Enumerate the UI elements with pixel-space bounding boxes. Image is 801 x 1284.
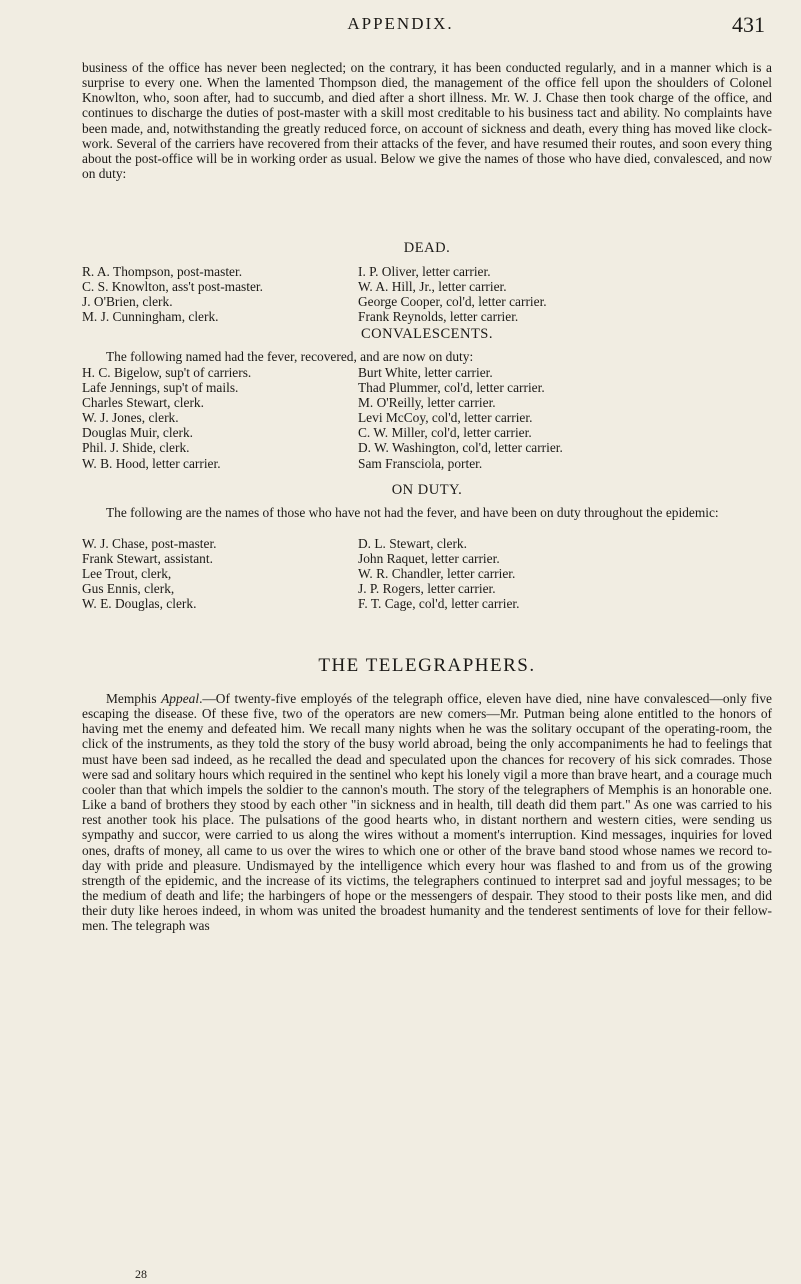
intro-paragraph: business of the office has never been neglected; on the contrary, it has been conducted regularly, and in a manner which is a surprise to every one. When the lamented Thompson died, the management of the office fell upon the shoulders of Colonel Knowlton, who, soon after, had to succumb, and died after a short illness. Mr. W. J. Chase then took charge of the office, and continues to discharge the duties of post-master with a skill most creditable to his business tact and ability. No complaints have been made, and, notwithstanding the greatly reduced force, on account of sickness and death, every thing has moved like clock-work. Several of the carriers have recovered from their attacks of the fever, and have resumed their routes, and soon every thing about the post-office will be in working order as usual. Below we give the names of those who have died, convalesced, and now on duty: [82,60,772,182]
list-item: Frank Stewart, assistant. [82,551,213,567]
on-duty-intro: The following are the names of those who have not had the fever, and have been on duty throughout the epidemic: [106,505,719,520]
on-duty-right-column [358,536,772,611]
list-item: W. J. Chase, post-master. [82,536,217,551]
dead-heading: DEAD. [403,240,451,256]
list-item: John Raquet, letter carrier. [358,551,500,567]
list-item: Frank Reynolds, letter carrier. [358,309,519,325]
convalescents-heading: CONVALESCENTS. [360,326,493,342]
list-item: F. T. Cage, col'd, letter carrier. [358,596,520,612]
list-item: W. B. Hood, letter carrier. [82,455,221,471]
page-number: 431 [732,12,765,37]
dead-list [82,264,772,324]
list-item: C. S. Knowlton, ass't post-master. [82,279,263,295]
list-item: W. A. Hill, Jr., letter carrier. [358,279,507,295]
convalescents-list [82,365,772,471]
convalescents-intro-block [82,349,772,364]
list-item: Gus Ennis, clerk, [82,581,175,597]
list-item: Thad Plummer, col'd, letter carrier. [358,380,545,396]
signature-mark: 28 [135,1267,147,1281]
on-duty-list [82,536,772,611]
telegraphers-heading: THE TELEGRAPHERS. [318,655,536,676]
running-title: APPENDIX. [347,14,454,33]
telegraphers-block [82,691,772,934]
list-item: J. O'Brien, clerk. [82,294,173,310]
list-item: C. W. Miller, col'd, letter carrier. [358,425,532,441]
on-duty-intro-block [82,505,772,520]
list-item: Douglas Muir, clerk. [82,425,194,441]
list-item: W. R. Chandler, letter carrier. [358,566,516,582]
convalescents-left-column [82,365,358,471]
list-item: Lee Trout, clerk, [82,566,172,582]
list-item: R. A. Thompson, post-master. [82,264,243,279]
source-name: Appeal [161,691,200,706]
on-duty-heading: ON DUTY. [391,482,463,498]
convalescents-right-column [358,365,772,471]
list-item: M. J. Cunningham, clerk. [82,309,219,325]
intro-paragraph-block [82,60,772,181]
list-item: I. P. Oliver, letter carrier. [358,264,491,279]
running-header [0,12,801,42]
dead-left-column [82,264,358,324]
convalescents-intro: The following named had the fever, recovered, and are now on duty: [106,349,474,364]
list-item: M. O'Reilly, letter carrier. [358,395,496,411]
list-item: D. W. Washington, col'd, letter carrier. [358,440,563,456]
list-item: Phil. J. Shide, clerk. [82,440,190,456]
telegraphers-body: .—Of twenty-five employés of the telegraph office, eleven have died, nine have convalesced—only five escaping the disease. Of these five, two of the operators are new comers—Mr. Putman being alone entitled to the honors of having met the enemy and defeated him. We recall many nights when he was the solitary occupant of the operating-room, the click of the instruments, as they told the story of the busy world abroad, being the only accompaniments he had to feelings that must have been sad indeed, as he recalled the dead and speculated upon the chances for recovery of his sick comrades. Those were sad and solitary hours which required in the sentinel who kept his lonely vigil a more than brave heart, and a courage much cooler than that which impels the soldier to the cannon's mouth. The story of the telegraphers of Memphis is an honorable one. Like a band of brothers they stood by each other "in sickness and in health, till death did them part." As one was carried to his rest another took his place. The pulsations of the good hearts who, in distant northern and western cities, were sending us sympathy and succor, were carried to us along the wires without a moment's interruption. Kind messages, inquiries for loved ones, drafts of money, all came to us over the wires to which one or other of the brave band stood whose names we record to-day with pride and pleasure. Undismayed by the intelligence which every hour was flashed to and from us of the growing strength of the epidemic, and the increase of its victims, the telegraphers continued to interpret sad and joyful messages; to be the medium of death and life; the harbingers of hope or the messengers of despair. They stood to their posts like men, and did their duty like heroes indeed, in whom was united the broadest humanity and the tenderest sentiments of love for their fellow-men. The telegraph was [82,691,772,934]
list-item: Lafe Jennings, sup't of mails. [82,380,239,396]
list-item: Sam Fransciola, porter. [358,455,483,471]
list-item: Charles Stewart, clerk. [82,395,204,411]
dead-right-column [358,264,772,324]
list-item: Burt White, letter carrier. [358,365,493,380]
list-item: D. L. Stewart, clerk. [358,536,467,551]
list-item: J. P. Rogers, letter carrier. [358,581,496,597]
list-item: W. E. Douglas, clerk. [82,596,197,612]
list-item: H. C. Bigelow, sup't of carriers. [82,365,252,380]
list-item: George Cooper, col'd, letter carrier. [358,294,547,310]
on-duty-left-column [82,536,358,611]
list-item: Levi McCoy, col'd, letter carrier. [358,410,533,426]
source-prefix: Memphis [106,691,162,706]
list-item: W. J. Jones, clerk. [82,410,179,426]
telegraphers-paragraph [82,691,772,934]
